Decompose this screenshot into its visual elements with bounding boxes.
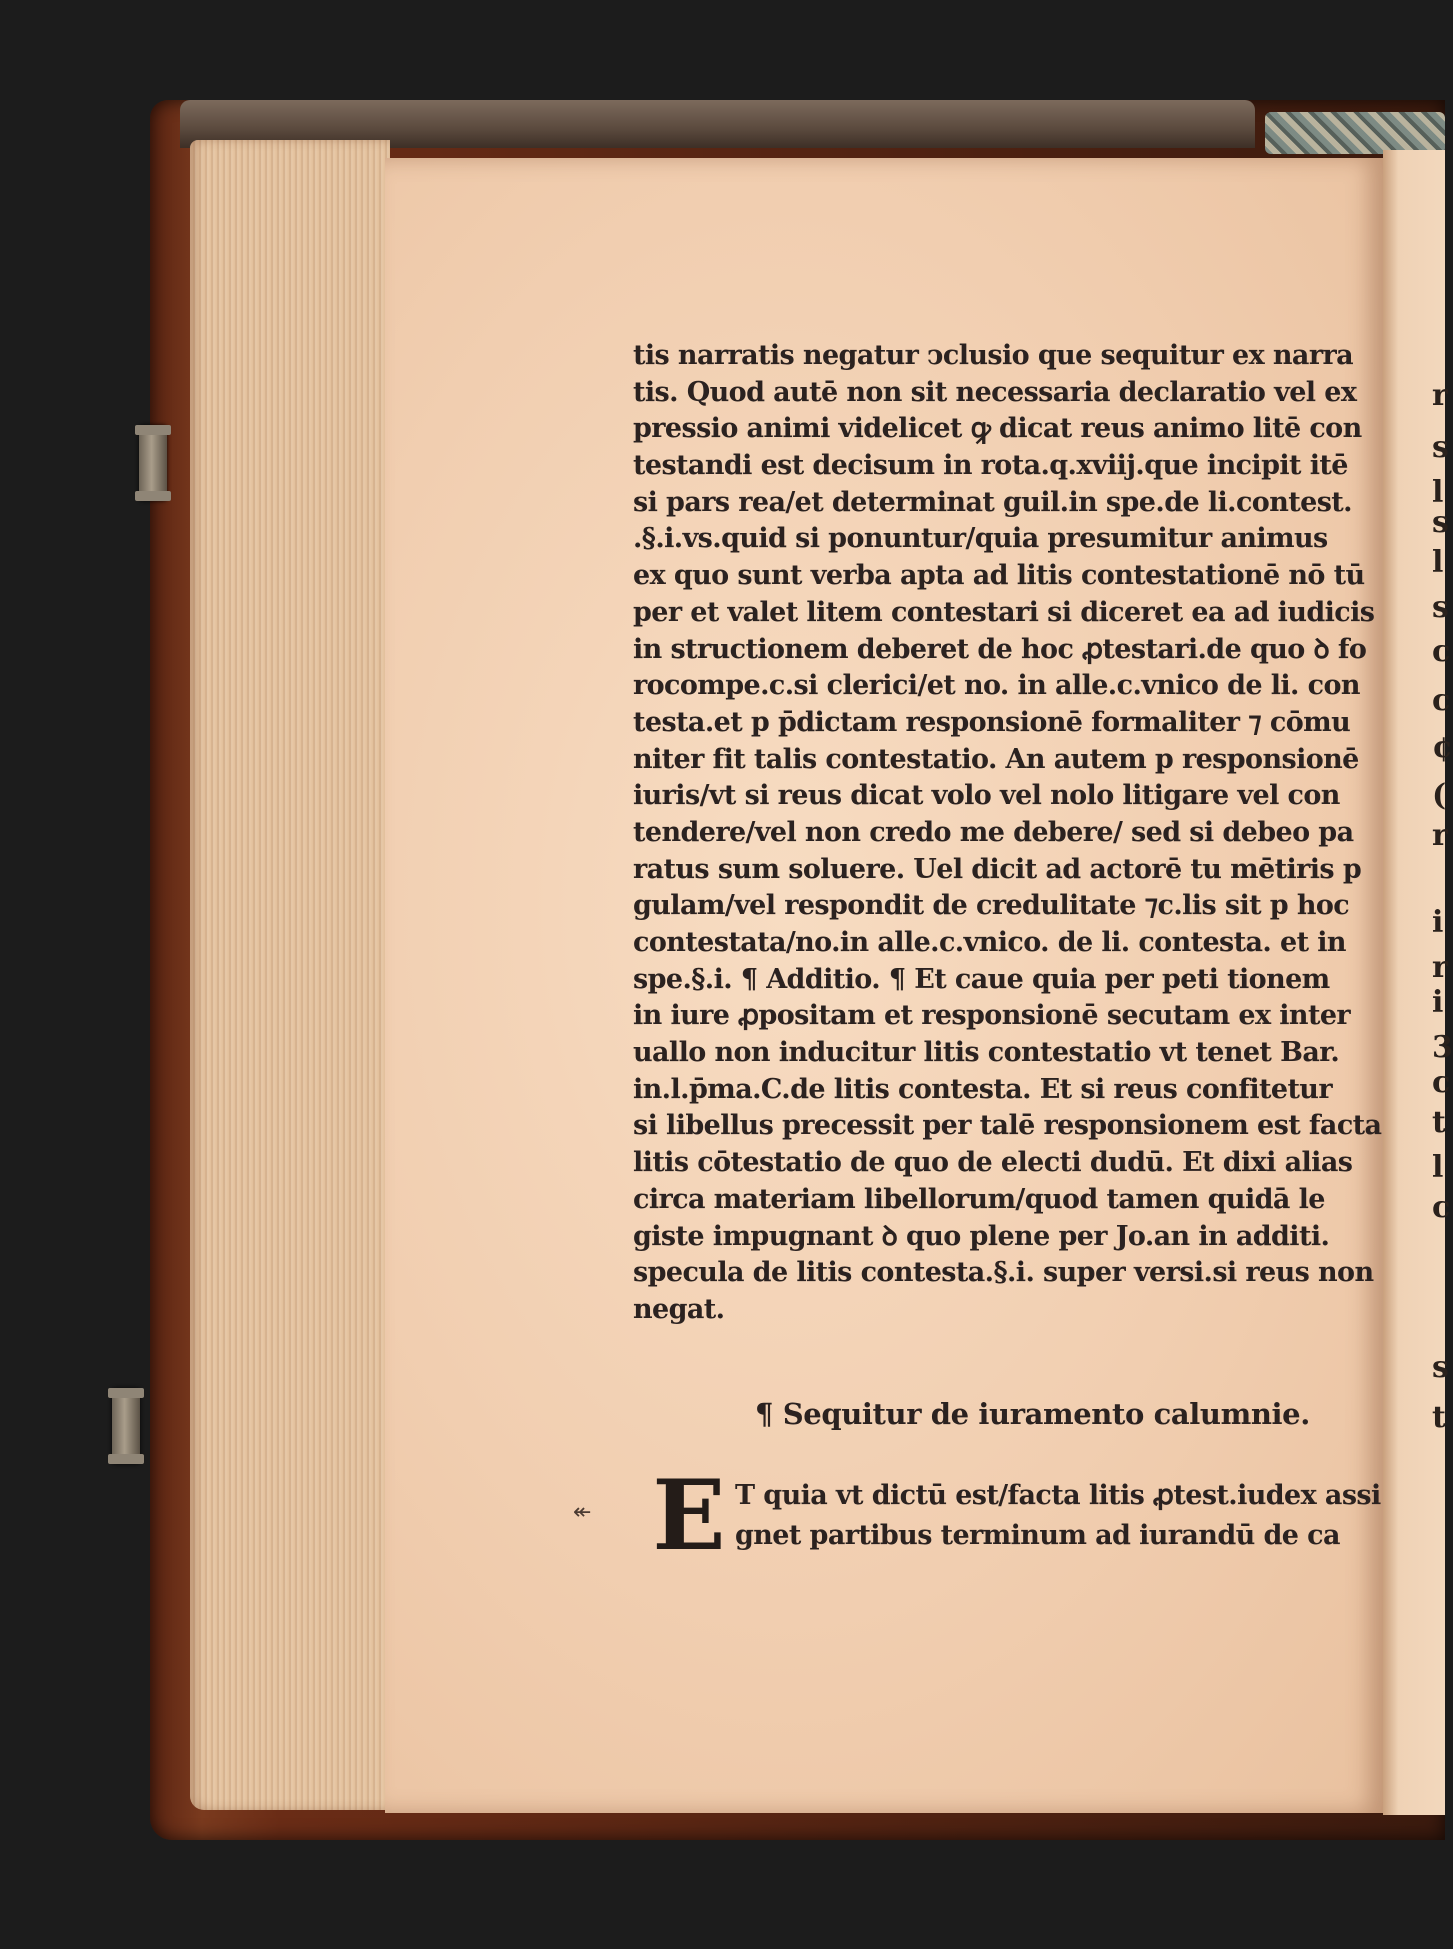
facing-page-glyph: l bbox=[1432, 1150, 1444, 1185]
text-line: T quia vt dictū est/facta litis ꝓtest.iudex assi bbox=[735, 1480, 1381, 1511]
text-line: per et valet litem contestari si diceret ea ad iudicis bbox=[633, 596, 1375, 628]
facing-page-glyph: r bbox=[1432, 818, 1448, 853]
text-line: si pars rea/et determinat guil.in spe.de li.contest. bbox=[633, 486, 1352, 518]
text-line: niter fit talis contestatio. An autem p responsionē bbox=[633, 743, 1359, 775]
facing-page-glyph: c bbox=[1432, 1065, 1451, 1100]
text-line: gulam/vel respondit de credulitate ⁊c.lis sit p hoc bbox=[633, 890, 1350, 922]
page-edges bbox=[190, 140, 390, 1810]
text-line: gnet partibus terminum ad iurandū de ca bbox=[735, 1520, 1340, 1551]
facing-page-glyph: s bbox=[1432, 430, 1449, 465]
facing-page-glyph: r bbox=[1432, 950, 1448, 985]
margin-mark-icon: ↞ bbox=[573, 1500, 592, 1525]
text-line: tendere/vel non credo me debere/ sed si debeo pa bbox=[633, 816, 1354, 848]
text-line: ex quo sunt verba apta ad litis contestationē nō tū bbox=[633, 560, 1365, 592]
facing-page-glyph: i bbox=[1432, 985, 1444, 1020]
text-line: tis. Quod autē non sit necessaria declaratio vel ex bbox=[633, 376, 1357, 408]
text-line: testandi est decisum in rota.q.xviij.que incipit itē bbox=[633, 450, 1348, 482]
facing-page-glyph: c bbox=[1432, 1190, 1451, 1225]
text-line: in.l.p̄ma.C.de litis contesta. Et si reus confitetur bbox=[633, 1073, 1332, 1105]
text-line: negat. bbox=[633, 1293, 725, 1325]
facing-page-glyph: r bbox=[1432, 378, 1448, 413]
facing-page-glyph: i bbox=[1432, 905, 1444, 940]
text-line: in structionem deberet de hoc ꝓtestari.de quo ꝺ fo bbox=[633, 633, 1367, 665]
facing-page-glyph: ¢ bbox=[1432, 730, 1453, 765]
text-line: si libellus precessit per talē responsionem est facta bbox=[633, 1110, 1382, 1142]
text-line: testa.et p p̄dictam responsionē formaliter ⁊ cōmu bbox=[633, 706, 1351, 738]
text-line: pressio animi videlicet ꝙ dicat reus animo litē con bbox=[633, 413, 1362, 445]
text-line: spe.§.i. ¶ Additio. ¶ Et caue quia per peti tionem bbox=[633, 963, 1330, 995]
text-line: in iure ꝓpositam et responsionē secutam ex inter bbox=[633, 1000, 1351, 1032]
text-line: ratus sum soluere. Uel dicit ad actorē tu mētiris p bbox=[633, 853, 1362, 885]
facing-page-glyph: l bbox=[1432, 475, 1444, 510]
facing-page-glyph: l bbox=[1432, 545, 1444, 580]
clasp-top-icon bbox=[139, 425, 167, 501]
clasp-bottom-icon bbox=[112, 1388, 140, 1464]
facing-page-glyph: t bbox=[1432, 1105, 1446, 1140]
facing-page-glyph: s bbox=[1432, 590, 1449, 625]
text-line: rocompe.c.si clerici/et no. in alle.c.vnico de li. con bbox=[633, 670, 1360, 702]
page-text-block bbox=[633, 338, 1382, 1329]
text-line: .§.i.vs.quid si ponuntur/quia presumitur animus bbox=[633, 523, 1328, 555]
facing-page-glyph: t bbox=[1432, 1400, 1446, 1435]
facing-page-glyph: c bbox=[1432, 683, 1451, 718]
text-line: giste impugnant ꝺ quo plene per Jo.an in additi. bbox=[633, 1220, 1330, 1252]
text-line: tis narratis negatur ↄclusio que sequitur ex narra bbox=[633, 340, 1353, 371]
facing-page-glyph: 3 bbox=[1432, 1030, 1453, 1065]
text-line: litis cōtestatio de quo de electi dudū. Et dixi alias bbox=[633, 1147, 1353, 1179]
closing-text-block bbox=[735, 1476, 1381, 1556]
facing-page-glyph: s bbox=[1432, 1350, 1449, 1385]
text-line: uallo non inducitur litis contestatio vt tenet Bar. bbox=[633, 1037, 1340, 1069]
bookmark-ribbon bbox=[1265, 112, 1445, 154]
facing-page-glyph: ( bbox=[1432, 778, 1447, 813]
drop-capital: E bbox=[652, 1459, 726, 1572]
section-heading: ¶ Sequitur de iuramento calumnie. bbox=[755, 1397, 1310, 1431]
text-line: circa materiam libellorum/quod tamen quidā le bbox=[633, 1183, 1325, 1215]
text-line: iuris/vt si reus dicat volo vel nolo litigare vel con bbox=[633, 780, 1340, 812]
facing-page-glyph: c bbox=[1432, 634, 1451, 669]
text-line: contestata/no.in alle.c.vnico. de li. contesta. et in bbox=[633, 927, 1346, 958]
text-line: specula de litis contesta.§.i. super versi.si reus non bbox=[633, 1257, 1374, 1289]
facing-page-glyph: s bbox=[1432, 505, 1449, 540]
